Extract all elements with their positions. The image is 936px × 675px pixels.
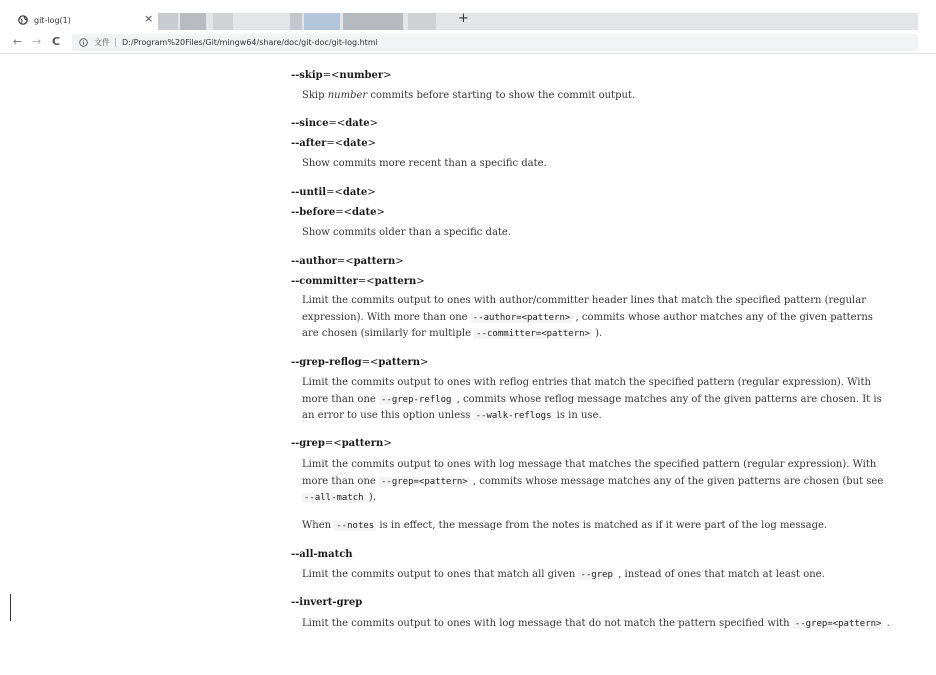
text-cursor — [10, 594, 11, 621]
url-text[interactable]: D:/Program%20Files/Git/mingw64/share/doc/git-doc/git-log.html — [122, 38, 378, 47]
other-tabs-strip[interactable] — [158, 13, 918, 30]
option-grep-description: Limit the commits output to ones with log message that matches the specified pattern (regular expression). With more than one --grep=<pattern> , commits whose message matches any of the given patterns are chosen (but see --all-match ). — [302, 459, 884, 503]
inline-code: --author=<pattern> — [472, 312, 571, 323]
blurred-tab — [213, 13, 233, 30]
tab-git-log[interactable] — [8, 8, 158, 32]
inline-code: --notes — [336, 521, 375, 531]
inline-code: --grep — [580, 570, 613, 580]
option-all-match: --all-match — [291, 549, 353, 560]
option-invert-grep-description: Limit the commits output to ones with log message that do not match the pattern specified with --grep=<pattern> . — [302, 618, 890, 629]
option-before: --before=<date> — [291, 207, 385, 218]
option-until: --until=<date> — [291, 187, 376, 198]
omnibox-separator: | — [114, 37, 118, 48]
globe-icon — [18, 15, 28, 25]
option-skip: --skip=<number> — [291, 70, 392, 81]
option-grep-notes-paragraph: When --notes is in effect, the message from the notes is matched as if it were part of the log message. — [302, 520, 828, 531]
info-icon[interactable] — [79, 38, 88, 47]
option-author: --author=<pattern> — [291, 256, 404, 267]
inline-code: --grep-reflog — [380, 394, 452, 405]
option-committer: --committer=<pattern> — [291, 276, 425, 287]
blurred-tab — [180, 13, 206, 30]
inline-code: --grep=<pattern> — [794, 619, 882, 629]
url-field[interactable] — [72, 34, 918, 51]
tab-title: git-log(1) — [34, 15, 71, 25]
option-invert-grep: --invert-grep — [291, 597, 363, 608]
blurred-tab — [290, 13, 302, 30]
chrome-divider — [0, 53, 936, 54]
option-skip-description: Skip number commits before starting to show the commit output. — [302, 90, 636, 101]
inline-code: --grep=<pattern> — [380, 476, 468, 487]
reload-button[interactable]: C — [52, 35, 61, 48]
option-grep-reflog: --grep-reflog=<pattern> — [291, 357, 429, 368]
back-button[interactable]: ← — [13, 35, 23, 48]
option-grep: --grep=<pattern> — [291, 438, 392, 449]
forward-button[interactable]: → — [32, 35, 42, 48]
tab-close-icon[interactable]: × — [144, 12, 154, 25]
security-label: 文件 — [94, 38, 110, 47]
option-all-match-description: Limit the commits output to ones that match all given --grep , instead of ones that match at least one. — [302, 569, 825, 580]
inline-code: --all-match — [304, 493, 364, 503]
option-author-description: Limit the commits output to ones with author/committer header lines that match the specified pattern (regular expression). With more than one --author=<pattern> , commits whose author matches any of the given patterns are chosen (similarly for multiple --committer=<pattern> ). — [302, 295, 873, 339]
option-until-description: Show commits older than a specific date. — [302, 227, 512, 238]
blurred-tab — [304, 13, 340, 30]
blurred-tab — [343, 13, 403, 30]
tab-bar — [0, 0, 936, 32]
inline-code: --walk-reflogs — [475, 411, 552, 421]
address-bar — [0, 32, 936, 54]
option-since: --since=<date> — [291, 118, 379, 129]
option-since-description: Show commits more recent than a specific date. — [302, 158, 547, 169]
option-grep-reflog-description: Limit the commits output to ones with reflog entries that match the specified pattern (regular expression). With more than one --grep-reflog , commits whose reflog message matches any of the given patterns are chosen. It is an error to use this option unless --walk-reflogs is in use. — [302, 377, 882, 421]
option-after: --after=<date> — [291, 138, 376, 149]
inline-code: --committer=<pattern> — [476, 329, 590, 339]
new-tab-button[interactable]: + — [458, 11, 469, 26]
blurred-tab — [408, 13, 436, 30]
blurred-tab — [158, 13, 178, 30]
